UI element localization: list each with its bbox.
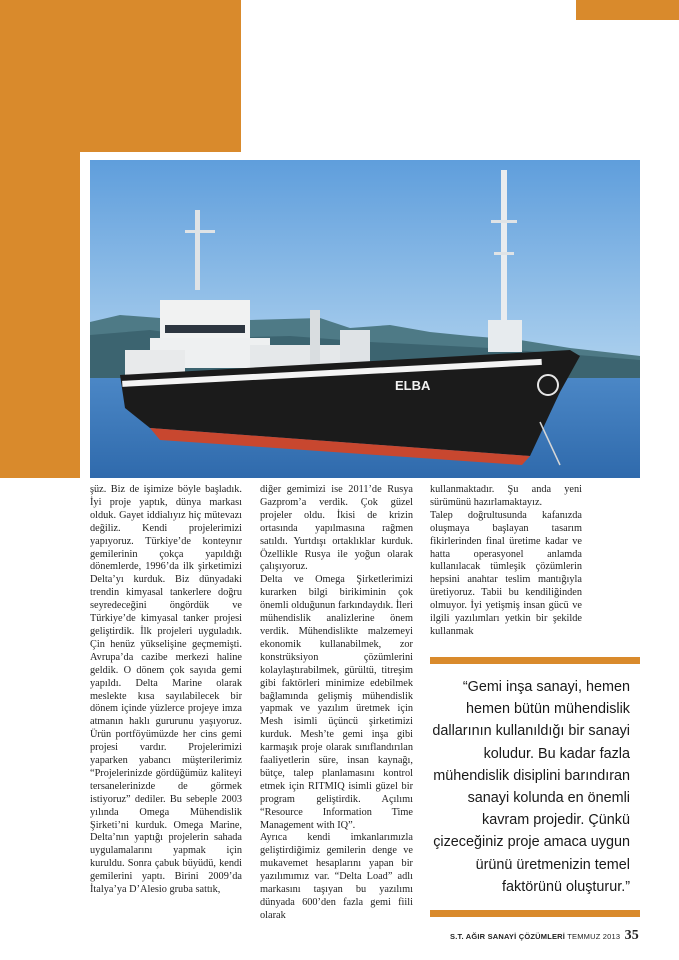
pull-quote: “Gemi inşa sanayi, hemen hemen bütün mühendislik dallarının kullanıldığı bir sanayi koludur. Bu kadar fazla mühendislik disiplini barındıran sanayi kolunda en önemli kavram projedir. Çünkü çizeceğiniz proje amaca uygun ürünü üretmenizin temel faktörünü oluşturur.” (432, 679, 630, 895)
orange-accent-strip (576, 0, 679, 20)
paragraph: Delta ve Omega Şirketlerimizi kurarken bilgi birikiminin çok önemli olduğunun farkındaydık. İleri mühendislik analizlerine önem verdik. Mühendislikte malzemeyi ekonomik kullanabilmek, zor konstrüksiyon çözümlerini kolaylaştırabilmek, gürültü, titreşim gibi faktörleri minimize edebilmek bağlamında gelişmiş mühendislik yapmak ve yazılım üretmek için Mesh isimli üçüncü şirketimizi kurduk. Mesh’te gemi inşa gibi karmaşık proje olarak sınıflandırılan faaliyetlerin süre, insan kaynağı, bütçe, talep planlamasını kontrol etmek için RITMIQ isimli güzel bir program geliştirdik. Açılımı “Resource Information Time Management with IQ”. (260, 574, 413, 831)
magazine-name: S.T. AĞIR SANAYİ ÇÖZÜMLERİ (450, 932, 566, 941)
page-footer (450, 928, 639, 944)
ship-photo (90, 160, 640, 478)
issue-date: TEMMUZ 2013 (567, 932, 621, 941)
paragraph: diğer gemimizi ise 2011’de Rusya Gazprom’a verdik. Çok güzel projeler oldu. İkisi de krizin ortasında yapılmasına rağmen satıldı. Yurtdışı ortaklıklar kurduk. Özellikle Rusya ile yoğun olarak çalışıyoruz. (260, 484, 413, 573)
text-column-3 (430, 484, 582, 639)
paragraph: Ayrıca kendi imkanlarımızla geliştirdiğimiz gemilerin denge ve mukavemet hesaplarını yapan bir yazılımımız var. “Delta Load” adlı markasını taşıyan bu yazılımı dünyada 600’den fazla gemi fiili olarak (260, 832, 413, 921)
text-column-1 (90, 484, 242, 897)
quote-bottom-rule (430, 910, 640, 917)
page-number: 35 (624, 928, 639, 943)
ship-name-label: ELBA (395, 378, 431, 393)
paragraph: kullanmaktadır. Şu anda yeni sürümünü hazırlamaktayız. (430, 484, 582, 508)
paragraph: Talep doğrultusunda kafanızda oluşmaya başlayan tasarım fikirlerinden final üretime kadar ve hatta operasyonel anlamda kullanılacak tümleşik çözümlerin hepsini anahtar teslim mantığıyla üretiyoruz. Tabii bu kendiliğinden olmuyor. İyi yetişmiş insan gücü ve ilgili yazılımları yetkin bir şekilde kullanmak (430, 509, 582, 637)
quote-top-rule (430, 657, 640, 664)
text-column-2 (260, 484, 413, 923)
paragraph: şüz. Biz de işimize böyle başladık. İyi proje yaptık, dünya markası olduk. Gayet iddialıyız hiç mütevazı değiliz. Kendi projelerimizi yapıyoruz. Türkiye’de konteynır gemilerinin çokça yapıldığı dönemlerde, 1996’da ilk şirketimizi Delta’yı kurduk. Biz dünyadaki trendin kimyasal tankerlere doğru seyredeceğini öngördük ve Türkiye’de kimyasal tanker projesi geliştirdik. İlk projeleri uyguladık. Çin henüz yükselişine geçmemişti. Avrupa’da cazibe merkezi haline geldik. O dönem çok sayıda gemi yapıldı. Delta Marine olarak meslekte kısa sayılabilecek bir dönem içinde yüzlerce projeye imza atmanın haklı gururunu yaşıyoruz. Ürün portföyümüzde her cins gemi projesi vardır. Projelerimizi yaparken yabancı müşterilerimiz “Projelerinizde gördüğümüz kaliteyi tersanelerinizde de görmek istiyoruz” dediler. Bu sebeple 2003 yılında Omega Mühendislik Şirketi’ni kurduk. Omega Marine, Delta’nın yaptığı projelerin sahada uygulamalarını yapmak için kuruldu. Sonra çabuk büyüdü, kendi gemilerini yaptı. Birini 2009’da İtalya’ya D’Alesio gruba sattık, (90, 484, 242, 896)
